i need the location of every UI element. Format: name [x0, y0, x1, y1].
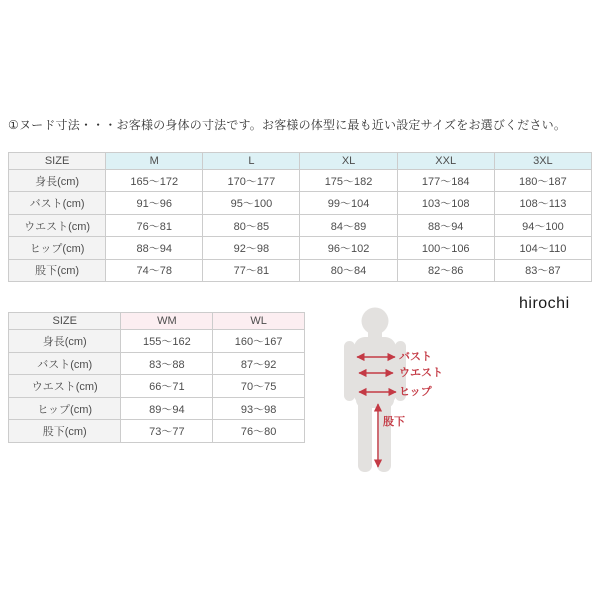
cell-hip-3xl: 104〜110 — [494, 237, 591, 259]
cell-bust-l: 95〜100 — [203, 192, 300, 214]
cell-inseam-xl: 80〜84 — [300, 259, 397, 281]
cell-waist-wl: 70〜75 — [213, 375, 305, 398]
column-header-l: L — [203, 153, 300, 170]
inseam-label: 股下 — [383, 416, 405, 428]
mens-size-table — [8, 152, 592, 282]
womens-size-table — [8, 312, 305, 443]
cell-waist-3xl: 94〜100 — [494, 214, 591, 236]
cell-inseam-m: 74〜78 — [106, 259, 203, 281]
brand-logo: hirochi — [519, 295, 570, 312]
row-label-height: 身長(cm) — [9, 170, 106, 192]
cell-waist-wm: 66〜71 — [121, 375, 213, 398]
waist-label: ウエスト — [399, 367, 443, 379]
left-arm-shape — [344, 341, 355, 401]
cell-height-xl: 175〜182 — [300, 170, 397, 192]
hip-label: ヒップ — [399, 386, 432, 398]
cell-inseam-l: 77〜81 — [203, 259, 300, 281]
row-label-bust: バスト(cm) — [9, 352, 121, 375]
cell-inseam-xxl: 82〜86 — [397, 259, 494, 281]
cell-hip-wm: 89〜94 — [121, 397, 213, 420]
cell-waist-xl: 84〜89 — [300, 214, 397, 236]
table-header-row — [9, 153, 592, 170]
table-row — [9, 420, 305, 443]
row-label-height: 身長(cm) — [9, 330, 121, 353]
table-row — [9, 192, 592, 214]
table-row — [9, 237, 592, 259]
intro-note: ①ヌード寸法・・・お客様の身体の寸法です。お客様の体型に最も近い設定サイズをお選びください。 — [8, 118, 567, 132]
bust-label: バスト — [399, 351, 432, 363]
cell-bust-wl: 87〜92 — [213, 352, 305, 375]
left-leg-shape — [358, 398, 372, 472]
table-row — [9, 397, 305, 420]
cell-hip-xxl: 100〜106 — [397, 237, 494, 259]
body-measurement-diagram — [340, 300, 475, 480]
cell-height-m: 165〜172 — [106, 170, 203, 192]
row-label-hip: ヒップ(cm) — [9, 397, 121, 420]
cell-inseam-wl: 76〜80 — [213, 420, 305, 443]
table-header-row — [9, 313, 305, 330]
cell-height-wm: 155〜162 — [121, 330, 213, 353]
cell-bust-3xl: 108〜113 — [494, 192, 591, 214]
cell-waist-m: 76〜81 — [106, 214, 203, 236]
row-label-waist: ウエスト(cm) — [9, 375, 121, 398]
table-row — [9, 330, 305, 353]
column-header-3xl: 3XL — [494, 153, 591, 170]
cell-inseam-3xl: 83〜87 — [494, 259, 591, 281]
column-header-wm: WM — [121, 313, 213, 330]
table-row — [9, 259, 592, 281]
cell-hip-xl: 96〜102 — [300, 237, 397, 259]
cell-waist-xxl: 88〜94 — [397, 214, 494, 236]
row-label-waist: ウエスト(cm) — [9, 214, 106, 236]
column-header-wl: WL — [213, 313, 305, 330]
table-row — [9, 170, 592, 192]
cell-bust-m: 91〜96 — [106, 192, 203, 214]
size-corner-cell: SIZE — [9, 313, 121, 330]
cell-hip-m: 88〜94 — [106, 237, 203, 259]
row-label-bust: バスト(cm) — [9, 192, 106, 214]
table-row — [9, 352, 305, 375]
table-row — [9, 375, 305, 398]
cell-waist-l: 80〜85 — [203, 214, 300, 236]
column-header-xl: XL — [300, 153, 397, 170]
row-label-hip: ヒップ(cm) — [9, 237, 106, 259]
cell-height-xxl: 177〜184 — [397, 170, 494, 192]
column-header-xxl: XXL — [397, 153, 494, 170]
cell-bust-xl: 99〜104 — [300, 192, 397, 214]
cell-bust-xxl: 103〜108 — [397, 192, 494, 214]
cell-height-l: 170〜177 — [203, 170, 300, 192]
row-label-inseam: 股下(cm) — [9, 420, 121, 443]
table-row — [9, 214, 592, 236]
cell-height-3xl: 180〜187 — [494, 170, 591, 192]
column-header-m: M — [106, 153, 203, 170]
right-leg-shape — [377, 398, 391, 472]
row-label-inseam: 股下(cm) — [9, 259, 106, 281]
cell-inseam-wm: 73〜77 — [121, 420, 213, 443]
cell-hip-l: 92〜98 — [203, 237, 300, 259]
cell-bust-wm: 83〜88 — [121, 352, 213, 375]
cell-hip-wl: 93〜98 — [213, 397, 305, 420]
silhouette-shapes — [344, 308, 406, 473]
cell-height-wl: 160〜167 — [213, 330, 305, 353]
size-corner-cell: SIZE — [9, 153, 106, 170]
